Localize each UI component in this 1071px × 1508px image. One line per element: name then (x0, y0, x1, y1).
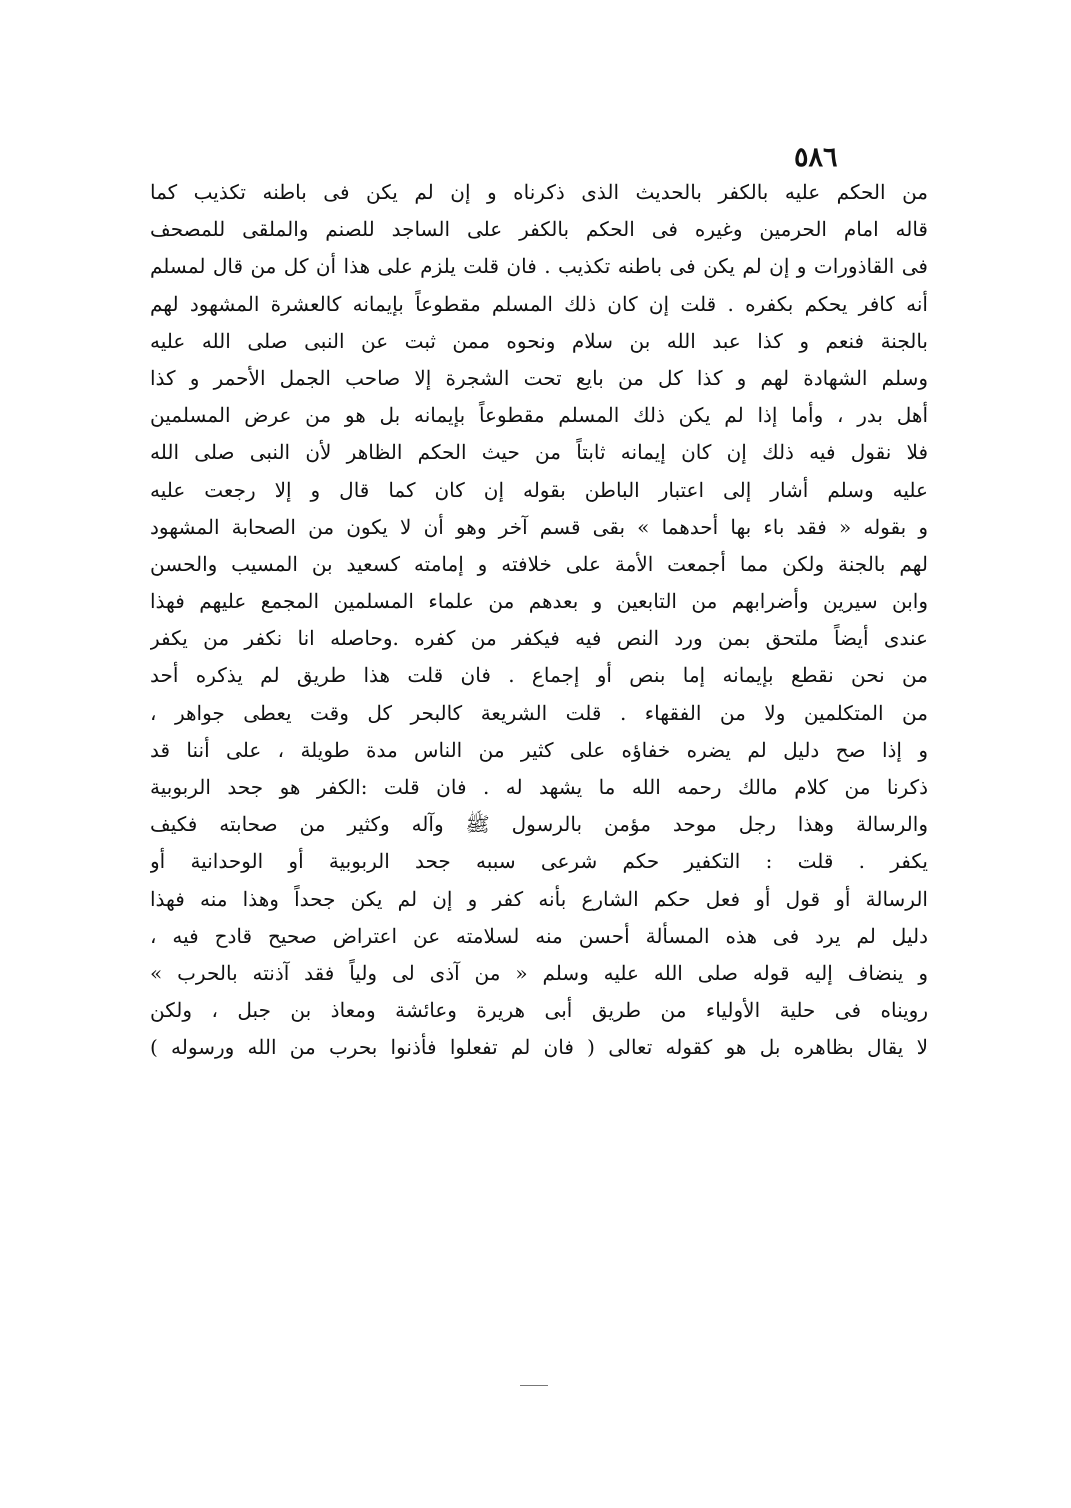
text-line: عندى أيضاً ملتحق بمن ورد النص فيه فيكفر من كفره .وحاصله انا نكفر من يكفر (150, 626, 928, 651)
text-line: أهل بدر ، وأما إذا لم يكن ذلك المسلم مقطوعاً بإيمانه بل هو من عرض المسلمين (150, 403, 928, 428)
text-line: رويناه فى حلية الأولياء من طريق أبى هريرة وعائشة ومعاذ بن جبل ، ولكن (150, 998, 928, 1023)
text-line: و إذا صح دليل لم يضره خفاؤه على كثير من الناس مدة طويلة ، على أننا قد (150, 737, 928, 762)
text-line: دليل لم يرد فى هذه المسألة أحسن منه لسلامته عن اعتراض صحيح قادح فيه ، (150, 923, 928, 948)
text-line: قاله امام الحرمين وغيره فى الحكم بالكفر على الساجد للصنم والملقى للمصحف (150, 217, 928, 242)
text-line: وابن سيرين وأضرابهم من التابعين و بعدهم من علماء المسلمين المجمع عليهم فهذا (150, 589, 928, 614)
text-line: و بقوله « فقد باء بها أحدهما » بقى قسم آخر وهو أن لا يكون من الصحابة المشهود (150, 514, 928, 539)
text-line: والرسالة وهذا رجل موحد مؤمن بالرسول ﷺ وآله وكثير من صحابته فكيف (150, 812, 928, 837)
text-line: وسلم الشهادة لهم و كذا كل من بايع تحت الشجرة إلا صاحب الجمل الأحمر و كذا (150, 365, 928, 390)
text-line: لهم بالجنة ولكن مما أجمعت الأمة على خلافته و إمامته كسعيد بن المسيب والحسن (150, 551, 928, 576)
text-line: أنه كافر يحكم بكفره . قلت إن كان ذلك المسلم مقطوعاً بإيمانه كالعشرة المشهود لهم (150, 291, 928, 316)
text-line: بالجنة فنعم و كذا عبد الله بن سلام ونحوه ممن ثبت عن النبى صلى الله عليه (150, 328, 928, 353)
text-line: عليه وسلم أشار إلى اعتبار الباطن بقوله إن كان كما قال و إلا رجعت عليه (150, 477, 928, 502)
text-line: من نحن نقطع بإيمانه إما بنص أو إجماع . فان قلت هذا طريق لم يذكره أحد (150, 663, 928, 688)
text-line: و ينضاف إليه قوله صلى الله عليه وسلم « من آذى لى ولياً فقد آذنته بالحرب » (150, 960, 928, 985)
text-line: لا يقال بظاهره بل هو كقوله تعالى ( فان لم تفعلوا فأذنوا بحرب من الله ورسوله ) (150, 1035, 928, 1060)
text-line: من الحكم عليه بالكفر بالحديث الذى ذكرناه و إن لم يكن فى باطنه تكذيب كما (150, 180, 928, 204)
body-text (150, 174, 928, 1067)
footer-divider (520, 1385, 548, 1386)
text-line: فى القاذورات و إن لم يكن فى باطنه تكذيب . فان قلت يلزم على هذا أن كل من قال لمسلم (150, 254, 928, 279)
text-line: يكفر . قلت : التكفير حكم شرعى سببه جحد الربوبية أو الوحدانية أو (150, 849, 928, 874)
text-line: ذكرنا من كلام مالك رحمه الله ما يشهد له . فان قلت :الكفر هو جحد الربوبية (150, 775, 928, 799)
text-line: فلا نقول فيه ذلك إن كان إيمانه ثابتاً من حيث الحكم الظاهر لأن النبى صلى الله (150, 440, 928, 465)
text-line: الرسالة أو قول أو فعل حكم الشارع بأنه كفر و إن لم يكن جحداً وهذا منه فهذا (150, 886, 928, 911)
text-line: من المتكلمين ولا من الفقهاء . قلت الشريعة كالبحر كل وقت يعطى جواهر ، (150, 700, 928, 725)
page-number: ٥٨٦ (794, 142, 838, 173)
